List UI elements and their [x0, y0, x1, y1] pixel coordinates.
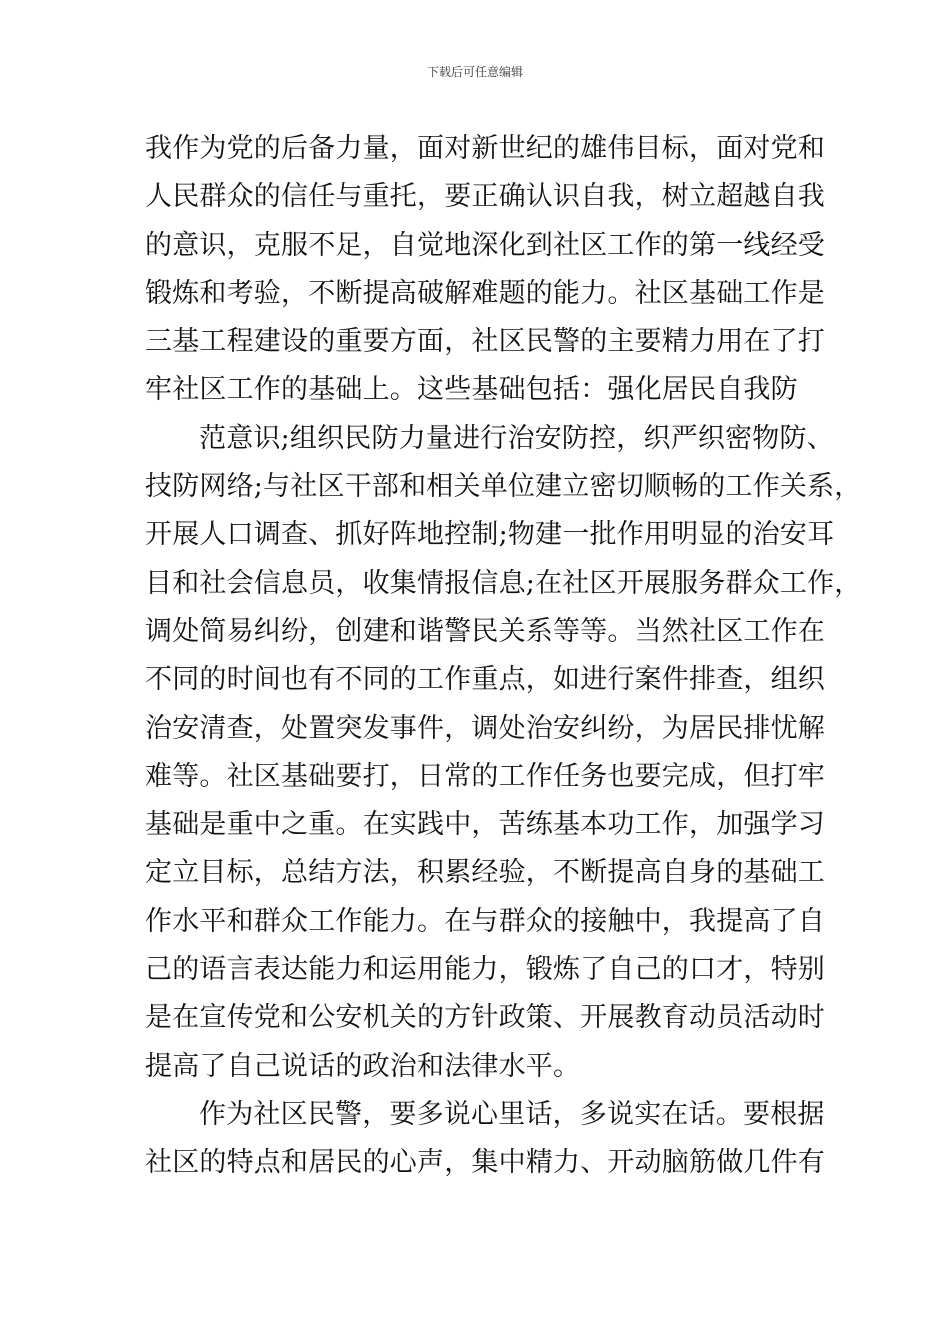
text-line: 技防网络;与社区干部和相关单位建立密切顺畅的工作关系， [145, 471, 862, 503]
text-line: 调处简易纠纷，创建和谐警民关系等等。当然社区工作在 [145, 615, 825, 647]
text-line: 基础是重中之重。在实践中，苦练基本功工作，加强学习 [145, 809, 825, 841]
text-line: 难等。社区基础要打，日常的工作任务也要完成，但打牢 [145, 760, 825, 792]
text-line: 治安清查，处置突发事件，调处治安纠纷，为居民排忧解 [145, 712, 825, 744]
text-line: 的意识，克服不足，自觉地深化到社区工作的第一线经受 [145, 229, 825, 261]
text-line: 人民群众的信任与重托，要正确认识自我，树立超越自我 [145, 181, 825, 213]
paragraph-start-line: 范意识;组织民防力量进行治安防控，织严织密物防、 [199, 422, 834, 454]
text-line: 是在宣传党和公安机关的方针政策、开展教育动员活动时 [145, 1002, 825, 1034]
text-line: 三基工程建设的重要方面，社区民警的主要精力用在了打 [145, 326, 825, 358]
text-line: 社区的特点和居民的心声，集中精力、开动脑筋做几件有 [145, 1147, 825, 1179]
text-line: 作水平和群众工作能力。在与群众的接触中，我提高了自 [145, 905, 825, 937]
text-line: 锻炼和考验，不断提高破解难题的能力。社区基础工作是 [145, 277, 825, 309]
text-line: 不同的时间也有不同的工作重点，如进行案件排查，组织 [145, 664, 825, 696]
page-header: 下载后可任意编辑 [426, 65, 523, 79]
paragraph-start-line: 作为社区民警，要多说心里话，多说实在话。要根据 [199, 1098, 825, 1130]
text-line: 提高了自己说话的政治和法律水平。 [145, 1050, 581, 1082]
text-line: 我作为党的后备力量，面对新世纪的雄伟目标，面对党和 [145, 133, 825, 164]
text-line: 目和社会信息员，收集情报信息;在社区开展服务群众工作， [145, 567, 862, 599]
text-line: 开展人口调查、抓好阵地控制;物建一批作用明显的治安耳 [145, 519, 835, 551]
text-line: 牢社区工作的基础上。这些基础包括：强化居民自我防 [145, 374, 798, 406]
text-line: 定立目标，总结方法，积累经验，不断提高自身的基础工 [145, 857, 825, 889]
text-line: 己的语言表达能力和运用能力，锻炼了自己的口才，特别 [145, 954, 825, 986]
document-body [145, 125, 862, 1188]
